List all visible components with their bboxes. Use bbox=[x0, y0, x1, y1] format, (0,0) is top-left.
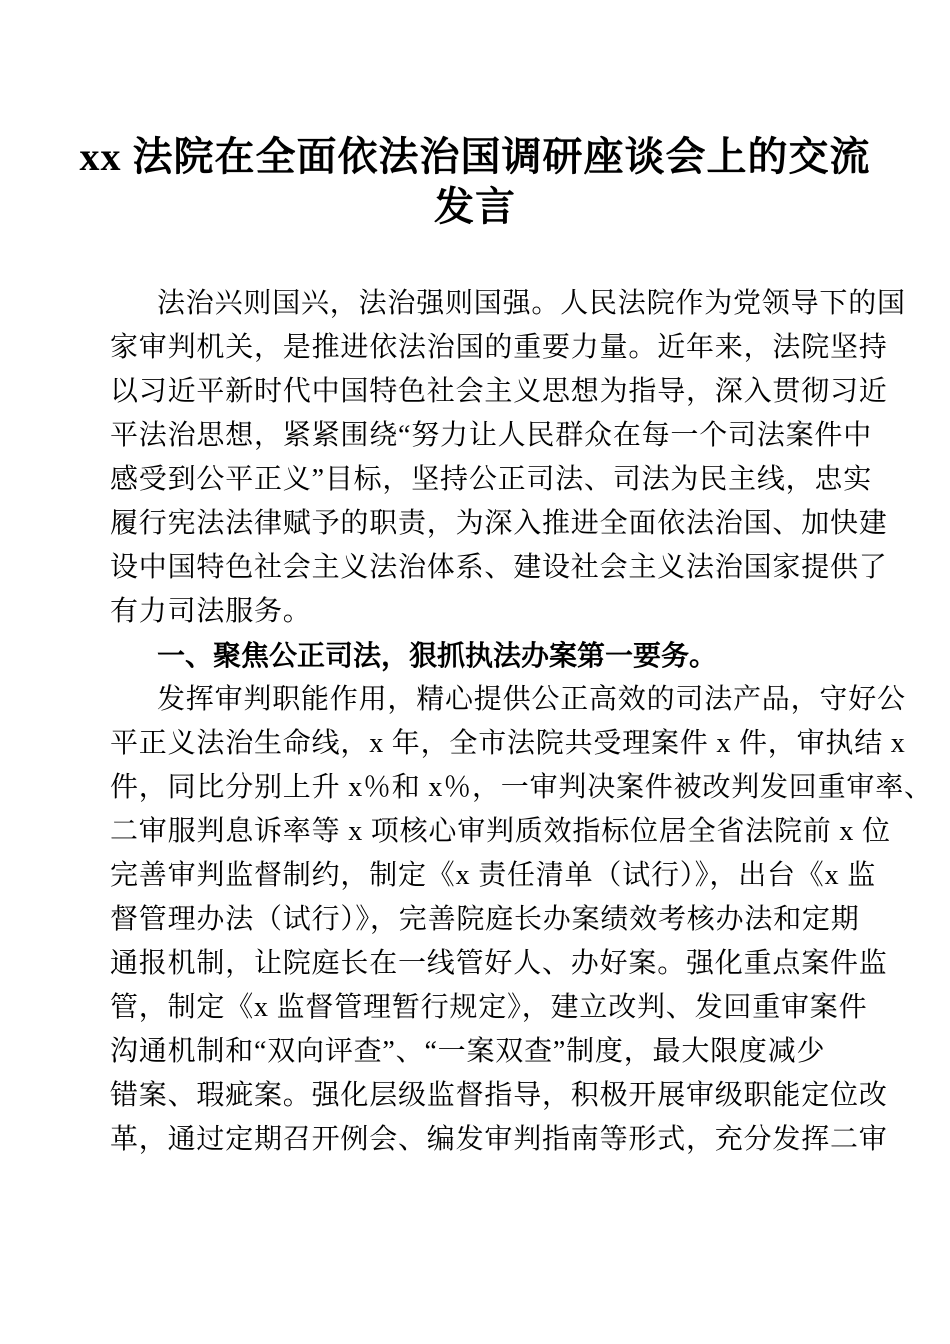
body-paragraph bbox=[110, 282, 950, 634]
text-line: 完善审判监督制约，制定《x 责任清单（试行）》，出台《x 监 bbox=[110, 860, 877, 891]
text-line: 平法治思想，紧紧围绕“努力让人民群众在每一个司法案件中 bbox=[110, 420, 873, 451]
title-line: 发言 bbox=[434, 184, 516, 229]
title-line: xx 法院在全面依法治国调研座谈会上的交流 bbox=[79, 134, 871, 179]
text-line: 以习近平新时代中国特色社会主义思想为指导，深入贯彻习近 bbox=[110, 376, 888, 407]
text-line: 二审服判息诉率等 x 项核心审判质效指标位居全省法院前 x 位 bbox=[110, 816, 891, 847]
text-line: 发挥审判职能作用，精心提供公正高效的司法产品，守好公 bbox=[157, 684, 906, 715]
text-line: 错案、瑕疵案。强化层级监督指导，积极开展审级职能定位改 bbox=[110, 1080, 888, 1111]
section-heading bbox=[110, 634, 950, 678]
text-line: 法治兴则国兴，法治强则国强。人民法院作为党领导下的国 bbox=[157, 288, 906, 319]
text-line: 家审判机关，是推进依法治国的重要力量。近年来，法院坚持 bbox=[110, 332, 888, 363]
text-line: 有力司法服务。 bbox=[110, 596, 312, 627]
text-line: 一、聚焦公正司法，狠抓执法办案第一要务。 bbox=[157, 640, 718, 671]
text-line: 通报机制，让院庭长在一线管好人、办好案。强化重点案件监 bbox=[110, 948, 888, 979]
text-line: 平正义法治生命线，x 年，全市法院共受理案件 x 件，审执结 x bbox=[110, 728, 906, 759]
text-line: 革，通过定期召开例会、编发审判指南等形式，充分发挥二审 bbox=[110, 1124, 888, 1155]
document-body bbox=[0, 282, 950, 1162]
text-line: 管，制定《x 监督管理暂行规定》，建立改判、发回重审案件 bbox=[110, 992, 868, 1023]
text-line: 沟通机制和“双向评查”、“一案双查”制度，最大限度减少 bbox=[110, 1036, 826, 1067]
text-line: 督管理办法（试行）》，完善院庭长办案绩效考核办法和定期 bbox=[110, 904, 860, 935]
text-line: 感受到公平正义”目标，坚持公正司法、司法为民主线，忠实 bbox=[110, 464, 873, 495]
text-line: 设中国特色社会主义法治体系、建设社会主义法治国家提供了 bbox=[110, 552, 888, 583]
text-line: 履行宪法法律赋予的职责，为深入推进全面依法治国、加快建 bbox=[110, 508, 888, 539]
document-title bbox=[0, 0, 950, 232]
body-paragraph bbox=[110, 678, 950, 1162]
text-line: 件，同比分别上升 x％和 x％，一审判决案件被改判发回重审率、 bbox=[110, 772, 933, 803]
